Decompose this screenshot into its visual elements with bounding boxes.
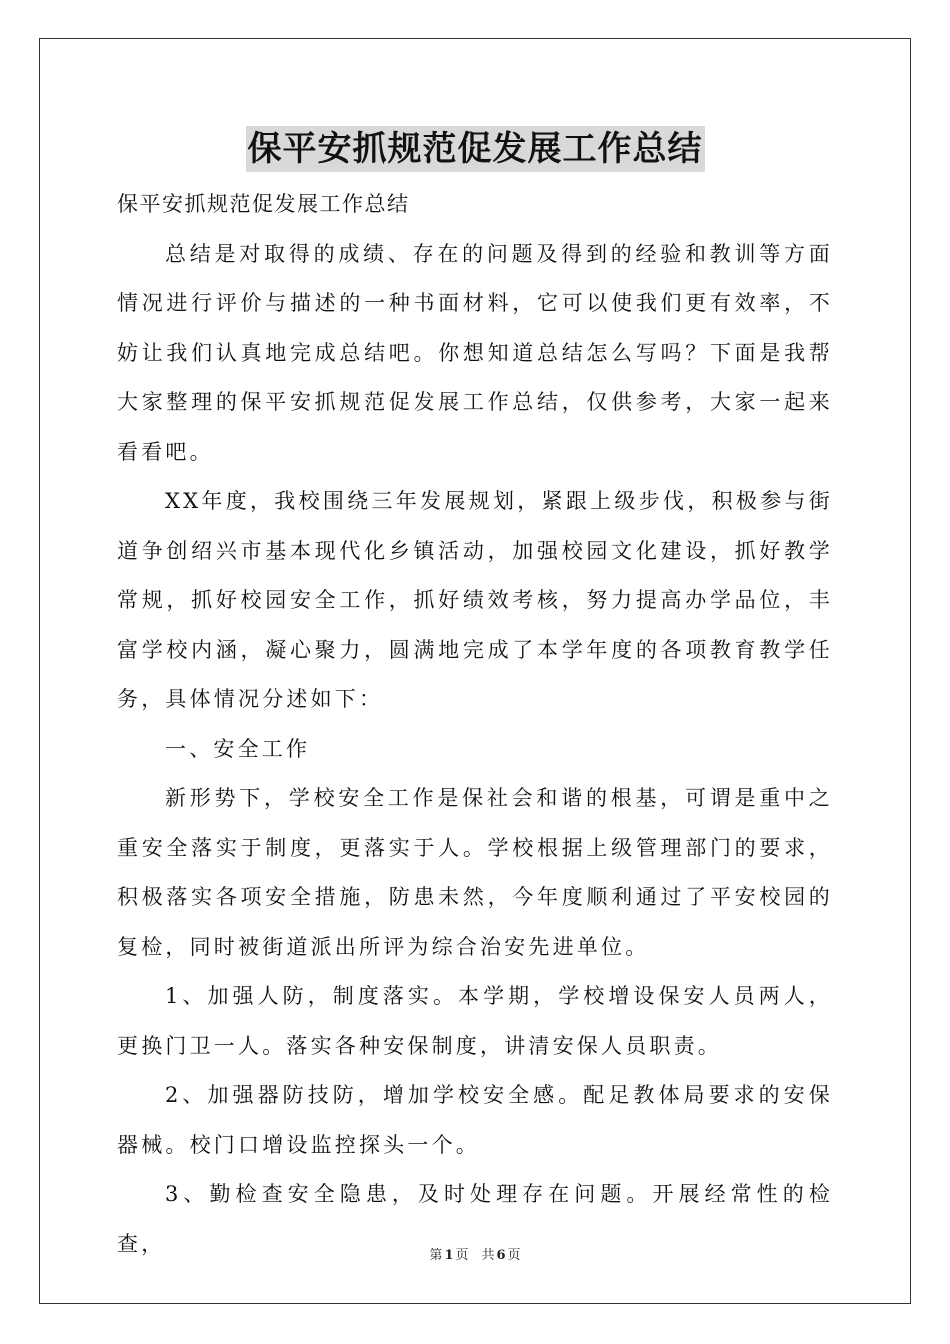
footer-page-total: 6 xyxy=(496,1248,506,1263)
page-footer xyxy=(0,1248,950,1264)
list-item-2: 2、加强器防技防，增加学校安全感。配足教体局要求的安保器械。校门口增设监控探头一个。 xyxy=(117,1083,833,1157)
section-heading-safety: 一、安全工作 xyxy=(165,736,311,761)
footer-page-suffix: 页 xyxy=(507,1248,521,1263)
list-item-1: 1、加强人防，制度落实。本学期，学校增设保安人员两人，更换门卫一人。落实各种安保制度，讲清安保人员职责。 xyxy=(117,984,833,1058)
document-body xyxy=(117,180,833,1269)
list-item-3: 3、勤检查安全隐患，及时处理存在问题。开展经常性的检查， xyxy=(117,1182,833,1256)
footer-page-mid: 页 共 xyxy=(455,1248,495,1263)
document-subtitle: 保平安抓规范促发展工作总结 xyxy=(117,192,410,216)
paragraph-safety: 新形势下，学校安全工作是保社会和谐的根基，可谓是重中之重安全落实于制度，更落实于人。学校根据上级管理部门的要求，积极落实各项安全措施，防患未然，今年度顺利通过了平安校园的复检，同时被街道派出所评为综合治安先进单位。 xyxy=(117,786,833,959)
title-container xyxy=(0,126,950,172)
document-title: 保平安抓规范促发展工作总结 xyxy=(246,126,705,172)
footer-page-current: 1 xyxy=(444,1248,454,1263)
paragraph-intro: 总结是对取得的成绩、存在的问题及得到的经验和教训等方面情况进行评价与描述的一种书面材料，它可以使我们更有效率，不妨让我们认真地完成总结吧。你想知道总结怎么写吗？下面是我帮大家整理的保平安抓规范促发展工作总结，仅供参考，大家一起来看看吧。 xyxy=(117,241,833,464)
paragraph-overview: XX年度，我校围绕三年发展规划，紧跟上级步伐，积极参与街道争创绍兴市基本现代化乡镇活动，加强校园文化建设，抓好教学常规，抓好校园安全工作，抓好绩效考核，努力提高办学品位，丰富学校内涵，凝心聚力，圆满地完成了本学年度的各项教育教学任务，具体情况分述如下： xyxy=(117,489,833,711)
footer-page-prefix: 第 xyxy=(429,1248,443,1263)
